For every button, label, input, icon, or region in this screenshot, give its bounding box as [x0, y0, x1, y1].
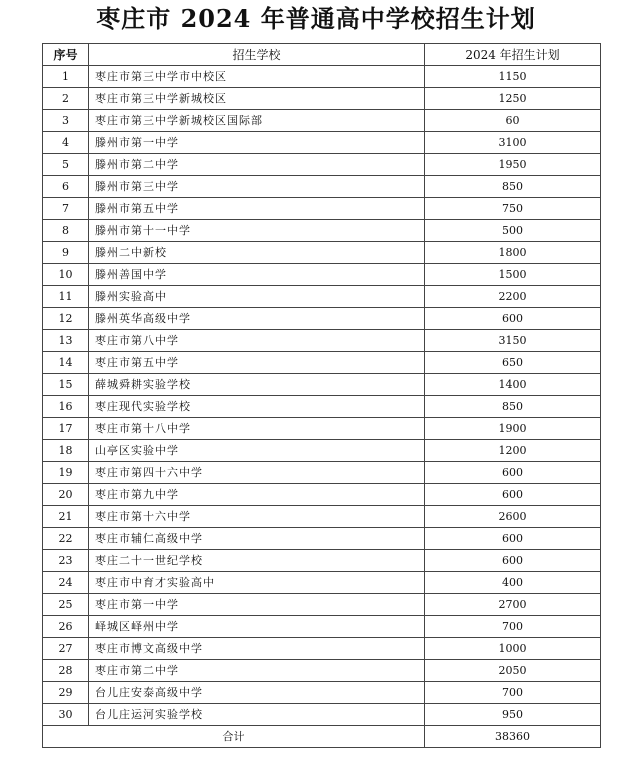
table-row [43, 308, 601, 330]
row-school: 枣庄市第三中学新城校区 [89, 88, 425, 110]
row-plan: 2600 [425, 506, 601, 528]
header-index: 序号 [43, 44, 89, 66]
row-plan: 2700 [425, 594, 601, 616]
row-school: 滕州二中新校 [89, 242, 425, 264]
row-school: 滕州市第十一中学 [89, 220, 425, 242]
table-row [43, 638, 601, 660]
table-row [43, 506, 601, 528]
row-index: 12 [43, 308, 89, 330]
row-index: 5 [43, 154, 89, 176]
row-school: 滕州英华高级中学 [89, 308, 425, 330]
row-index: 3 [43, 110, 89, 132]
table-row [43, 198, 601, 220]
row-index: 18 [43, 440, 89, 462]
row-index: 22 [43, 528, 89, 550]
row-school: 滕州市第三中学 [89, 176, 425, 198]
table-row [43, 418, 601, 440]
row-index: 15 [43, 374, 89, 396]
row-index: 9 [43, 242, 89, 264]
row-index: 13 [43, 330, 89, 352]
row-school: 枣庄市第十六中学 [89, 506, 425, 528]
row-plan: 2200 [425, 286, 601, 308]
row-school: 枣庄市第三中学市中校区 [89, 66, 425, 88]
table-row [43, 374, 601, 396]
table-row [43, 572, 601, 594]
row-plan: 1900 [425, 418, 601, 440]
row-index: 20 [43, 484, 89, 506]
row-plan: 600 [425, 462, 601, 484]
row-index: 21 [43, 506, 89, 528]
table-row [43, 242, 601, 264]
row-plan: 3150 [425, 330, 601, 352]
row-school: 台儿庄运河实验学校 [89, 704, 425, 726]
row-school: 枣庄市第一中学 [89, 594, 425, 616]
table-row [43, 154, 601, 176]
row-index: 1 [43, 66, 89, 88]
row-index: 24 [43, 572, 89, 594]
table-header-row [43, 44, 601, 66]
row-plan: 600 [425, 308, 601, 330]
row-plan: 1500 [425, 264, 601, 286]
table-row [43, 220, 601, 242]
row-school: 枣庄市中育才实验高中 [89, 572, 425, 594]
table-row [43, 66, 601, 88]
row-plan: 600 [425, 550, 601, 572]
enrollment-table [42, 43, 601, 748]
row-index: 25 [43, 594, 89, 616]
header-school: 招生学校 [89, 44, 425, 66]
row-index: 11 [43, 286, 89, 308]
row-school: 枣庄市辅仁高级中学 [89, 528, 425, 550]
table-row [43, 660, 601, 682]
row-index: 2 [43, 88, 89, 110]
table-row [43, 704, 601, 726]
table-row [43, 440, 601, 462]
row-plan: 1400 [425, 374, 601, 396]
table-row [43, 462, 601, 484]
total-row [43, 726, 601, 748]
table-row [43, 682, 601, 704]
row-index: 23 [43, 550, 89, 572]
table-row [43, 352, 601, 374]
table-row [43, 88, 601, 110]
row-plan: 2050 [425, 660, 601, 682]
row-index: 19 [43, 462, 89, 484]
row-index: 17 [43, 418, 89, 440]
row-school: 台儿庄安泰高级中学 [89, 682, 425, 704]
row-plan: 60 [425, 110, 601, 132]
row-plan: 600 [425, 484, 601, 506]
row-index: 27 [43, 638, 89, 660]
row-school: 枣庄市第二中学 [89, 660, 425, 682]
row-index: 30 [43, 704, 89, 726]
table-row [43, 528, 601, 550]
table-row [43, 176, 601, 198]
row-index: 14 [43, 352, 89, 374]
row-plan: 600 [425, 528, 601, 550]
row-plan: 650 [425, 352, 601, 374]
row-plan: 500 [425, 220, 601, 242]
row-plan: 950 [425, 704, 601, 726]
document-title: 枣庄市 2024 年普通高中学校招生计划 [96, 4, 536, 33]
row-index: 28 [43, 660, 89, 682]
row-school: 枣庄市第五中学 [89, 352, 425, 374]
header-plan: 2024 年招生计划 [425, 44, 601, 66]
row-index: 8 [43, 220, 89, 242]
row-school: 峄城区峄州中学 [89, 616, 425, 638]
table-row [43, 484, 601, 506]
row-school: 滕州市第二中学 [89, 154, 425, 176]
row-plan: 1200 [425, 440, 601, 462]
row-plan: 1000 [425, 638, 601, 660]
row-plan: 850 [425, 176, 601, 198]
table-row [43, 110, 601, 132]
row-school: 滕州市第一中学 [89, 132, 425, 154]
row-school: 枣庄市第十八中学 [89, 418, 425, 440]
row-school: 枣庄市博文高级中学 [89, 638, 425, 660]
table-row [43, 550, 601, 572]
row-index: 26 [43, 616, 89, 638]
row-plan: 3100 [425, 132, 601, 154]
row-school: 枣庄市第九中学 [89, 484, 425, 506]
table-row [43, 330, 601, 352]
row-school: 滕州实验高中 [89, 286, 425, 308]
row-school: 枣庄现代实验学校 [89, 396, 425, 418]
row-index: 4 [43, 132, 89, 154]
table-row [43, 132, 601, 154]
row-plan: 750 [425, 198, 601, 220]
row-plan: 1950 [425, 154, 601, 176]
row-school: 枣庄二十一世纪学校 [89, 550, 425, 572]
table-row [43, 396, 601, 418]
row-school: 滕州市第五中学 [89, 198, 425, 220]
total-value: 38360 [425, 726, 601, 748]
row-plan: 1250 [425, 88, 601, 110]
row-school: 枣庄市第八中学 [89, 330, 425, 352]
table-row [43, 264, 601, 286]
row-plan: 1150 [425, 66, 601, 88]
row-plan: 1800 [425, 242, 601, 264]
row-school: 山亭区实验中学 [89, 440, 425, 462]
row-index: 7 [43, 198, 89, 220]
row-index: 29 [43, 682, 89, 704]
row-school: 滕州善国中学 [89, 264, 425, 286]
row-plan: 400 [425, 572, 601, 594]
table-row [43, 594, 601, 616]
row-index: 6 [43, 176, 89, 198]
row-index: 16 [43, 396, 89, 418]
row-school: 枣庄市第三中学新城校区国际部 [89, 110, 425, 132]
row-school: 薛城舜耕实验学校 [89, 374, 425, 396]
row-plan: 700 [425, 616, 601, 638]
table-row [43, 286, 601, 308]
row-plan: 850 [425, 396, 601, 418]
total-label: 合计 [43, 726, 425, 748]
table-row [43, 616, 601, 638]
row-school: 枣庄市第四十六中学 [89, 462, 425, 484]
row-index: 10 [43, 264, 89, 286]
row-plan: 700 [425, 682, 601, 704]
